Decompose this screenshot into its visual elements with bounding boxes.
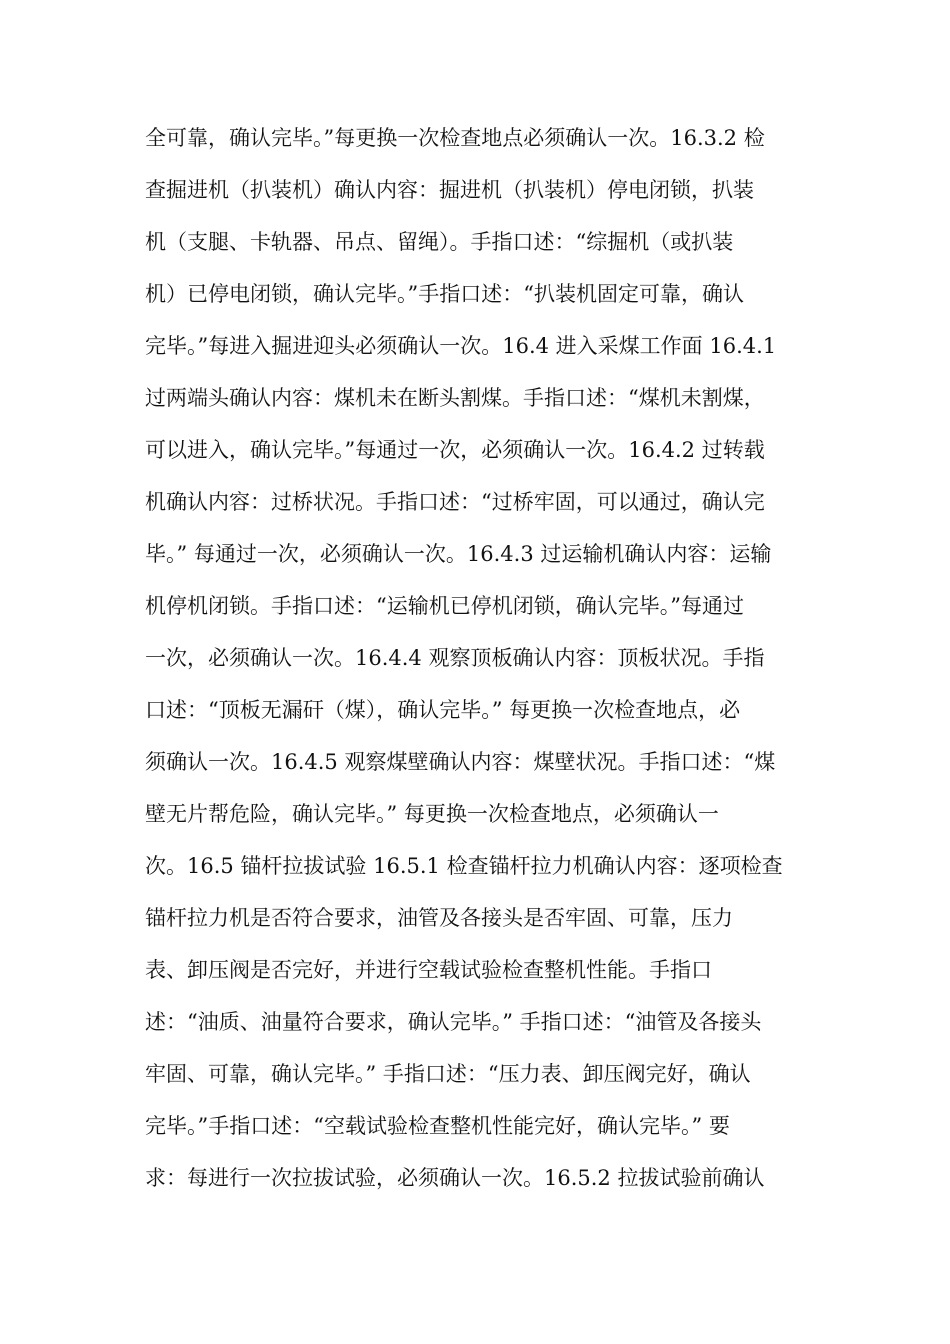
text-line: 锚杆拉力机是否符合要求，油管及各接头是否牢固、可靠，压力 [145, 906, 733, 930]
text-line: 次。16.5 锚杆拉拔试验 16.5.1 检查锚杆拉力机确认内容：逐项检查 [145, 854, 783, 878]
text-line: 求：每进行一次拉拔试验，必须确认一次。16.5.2 拉拔试验前确认 [145, 1166, 765, 1190]
text-line: 一次，必须确认一次。16.4.4 观察顶板确认内容：顶板状况。手指 [145, 646, 765, 670]
text-line: 述：“油质、油量符合要求，确认完毕。” 手指口述：“油管及各接头 [145, 1010, 762, 1034]
text-line: 毕。” 每通过一次，必须确认一次。16.4.3 过运输机确认内容：运输 [145, 542, 772, 566]
text-line: 可以进入，确认完毕。”每通过一次，必须确认一次。16.4.2 过转载 [145, 438, 765, 462]
text-line: 完毕。”手指口述：“空载试验检查整机性能完好，确认完毕。” 要 [145, 1114, 730, 1138]
text-line: 机停机闭锁。手指口述：“运输机已停机闭锁，确认完毕。”每通过 [145, 594, 744, 618]
text-line: 壁无片帮危险，确认完毕。” 每更换一次检查地点，必须确认一 [145, 802, 719, 826]
text-line: 牢固、可靠，确认完毕。” 手指口述：“压力表、卸压阀完好，确认 [145, 1062, 751, 1086]
text-line: 机（支腿、卡轨器、吊点、留绳）。手指口述：“综掘机（或扒装 [145, 230, 734, 254]
text-line: 全可靠，确认完毕。”每更换一次检查地点必须确认一次。16.3.2 检 [145, 126, 765, 150]
text-line: 表、卸压阀是否完好，并进行空载试验检查整机性能。手指口 [145, 958, 712, 982]
text-line: 完毕。”每进入掘进迎头必须确认一次。16.4 进入采煤工作面 16.4.1 [145, 334, 777, 358]
text-line: 机确认内容：过桥状况。手指口述：“过桥牢固，可以通过，确认完 [145, 490, 765, 514]
text-line: 口述：“顶板无漏矸（煤），确认完毕。” 每更换一次检查地点，必 [145, 698, 741, 722]
body-text [145, 117, 825, 1209]
text-line: 查掘进机（扒装机）确认内容：掘进机（扒装机）停电闭锁，扒装 [145, 178, 754, 202]
text-line: 过两端头确认内容：煤机未在断头割煤。手指口述：“煤机未割煤， [145, 386, 765, 410]
text-line: 机）已停电闭锁，确认完毕。”手指口述：“扒装机固定可靠，确认 [145, 282, 744, 306]
text-line: 须确认一次。16.4.5 观察煤壁确认内容：煤壁状况。手指口述：“煤 [145, 750, 776, 774]
